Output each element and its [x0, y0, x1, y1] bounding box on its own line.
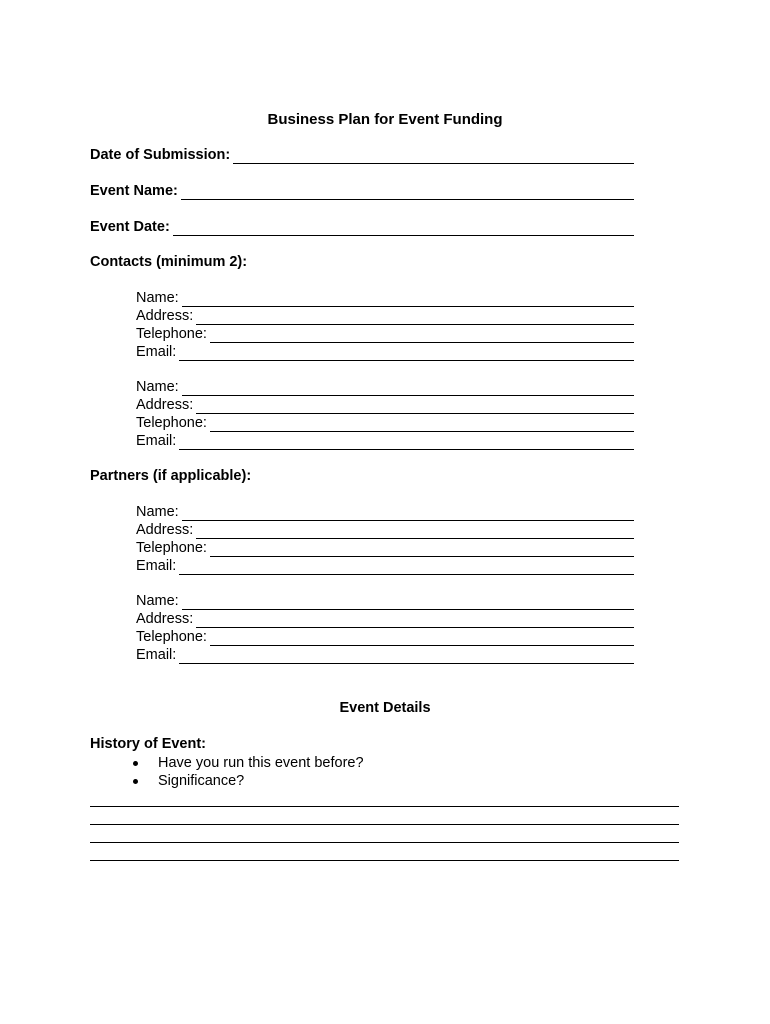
partner-1-telephone-row: [136, 539, 634, 557]
partner-2-email-field[interactable]: [179, 649, 634, 664]
contact-1-telephone-row: [136, 325, 634, 343]
bullet-text: Significance?: [158, 773, 245, 789]
contact-1-address-row: [136, 307, 634, 325]
history-answer-line[interactable]: [90, 806, 679, 807]
contact-telephone-label: Telephone:: [136, 326, 207, 342]
date-of-submission-row: [90, 146, 634, 164]
event-date-field[interactable]: [173, 221, 634, 236]
partner-1-address-field[interactable]: [196, 524, 634, 539]
event-name-label: Event Name:: [90, 183, 178, 199]
partner-email-label: Email:: [136, 647, 177, 663]
contact-name-label: Name:: [136, 290, 179, 306]
partner-telephone-label: Telephone:: [136, 540, 207, 556]
partner-2-telephone-field[interactable]: [210, 631, 634, 646]
event-details-heading: Event Details: [339, 700, 431, 716]
history-answer-line[interactable]: [90, 824, 679, 825]
contact-address-label: Address:: [136, 397, 194, 413]
history-answer-line[interactable]: [90, 842, 679, 843]
bullet-dot-icon: [133, 761, 138, 766]
contact-1-telephone-field[interactable]: [210, 328, 634, 343]
contact-2-telephone-field[interactable]: [210, 417, 634, 432]
event-name-field[interactable]: [181, 185, 634, 200]
partner-email-label: Email:: [136, 558, 177, 574]
contact-2-address-field[interactable]: [196, 399, 634, 414]
contact-2-name-row: [136, 378, 634, 396]
partner-1-email-row: [136, 557, 634, 575]
partner-address-label: Address:: [136, 611, 194, 627]
contact-telephone-label: Telephone:: [136, 415, 207, 431]
contact-2-telephone-row: [136, 414, 634, 432]
partner-1-name-row: [136, 503, 634, 521]
partner-2-address-field[interactable]: [196, 613, 634, 628]
contact-1-email-field[interactable]: [179, 346, 634, 361]
contact-2-email-field[interactable]: [179, 435, 634, 450]
partner-telephone-label: Telephone:: [136, 629, 207, 645]
event-date-row: [90, 218, 634, 236]
date-of-submission-label: Date of Submission:: [90, 147, 231, 163]
history-of-event-heading: History of Event:: [90, 736, 207, 752]
contact-1-email-row: [136, 343, 634, 361]
partner-1-email-field[interactable]: [179, 560, 634, 575]
contact-2-email-row: [136, 432, 634, 450]
partner-address-label: Address:: [136, 522, 194, 538]
partner-2-name-field[interactable]: [182, 595, 634, 610]
contact-2-name-field[interactable]: [182, 381, 634, 396]
contact-2-address-row: [136, 396, 634, 414]
date-of-submission-field[interactable]: [233, 149, 634, 164]
partners-heading: Partners (if applicable):: [90, 468, 252, 484]
event-date-label: Event Date:: [90, 219, 170, 235]
contact-email-label: Email:: [136, 344, 177, 360]
form-title: Business Plan for Event Funding: [267, 111, 503, 128]
partner-name-label: Name:: [136, 593, 179, 609]
partner-2-email-row: [136, 646, 634, 664]
partner-2-name-row: [136, 592, 634, 610]
event-name-row: [90, 182, 634, 200]
contact-email-label: Email:: [136, 433, 177, 449]
partner-1-name-field[interactable]: [182, 506, 634, 521]
partner-name-label: Name:: [136, 504, 179, 520]
history-answer-line[interactable]: [90, 860, 679, 861]
partner-2-telephone-row: [136, 628, 634, 646]
contact-1-address-field[interactable]: [196, 310, 634, 325]
partner-1-address-row: [136, 521, 634, 539]
contact-name-label: Name:: [136, 379, 179, 395]
partner-1-telephone-field[interactable]: [210, 542, 634, 557]
bullet-dot-icon: [133, 779, 138, 784]
contact-address-label: Address:: [136, 308, 194, 324]
contact-1-name-row: [136, 289, 634, 307]
contact-1-name-field[interactable]: [182, 292, 634, 307]
contacts-heading: Contacts (minimum 2):: [90, 254, 248, 270]
partner-2-address-row: [136, 610, 634, 628]
bullet-text: Have you run this event before?: [158, 755, 364, 771]
